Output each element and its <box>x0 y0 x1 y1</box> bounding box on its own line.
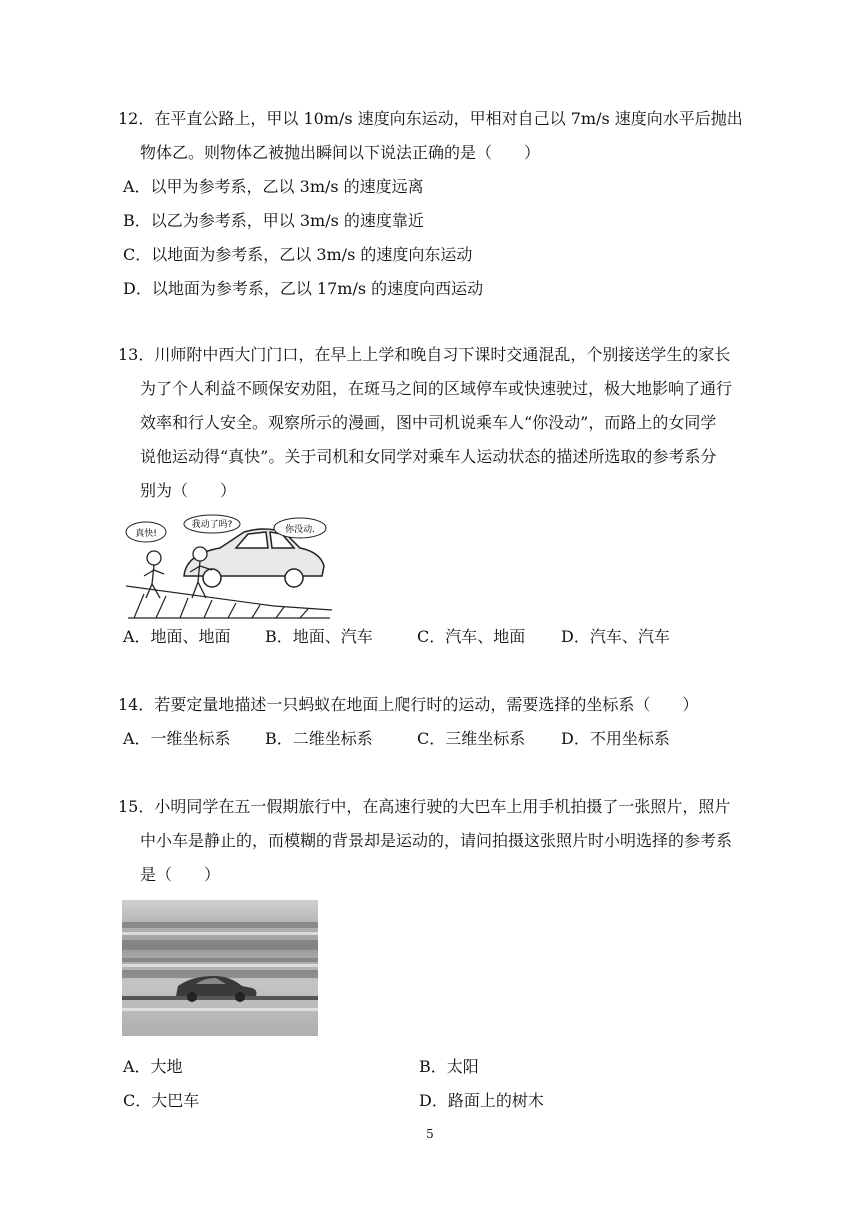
bubble-mid-text: 我动了吗? <box>191 520 233 530</box>
q15-option-d[interactable]: D．路面上的树木 <box>419 1091 544 1110</box>
q15-stem-line1: 15．小明同学在五一假期旅行中，在高速行驶的大巴车上用手机拍摄了一张照片，照片 <box>118 797 731 816</box>
q13-option-a[interactable]: A．地面、地面 <box>123 627 231 646</box>
q12-stem-line2: 物体乙。则物体乙被抛出瞬间以下说法正确的是（ ） <box>140 143 541 162</box>
q15-stem-line3: 是（ ） <box>140 865 221 884</box>
q14-option-d[interactable]: D．不用坐标系 <box>561 729 670 748</box>
q14-option-b[interactable]: B．二维坐标系 <box>265 729 373 748</box>
q13-stem-line1: 13．川师附中西大门门口，在早上上学和晚自习下课时交通混乱，个别接送学生的家长 <box>118 345 731 364</box>
q13-option-b[interactable]: B．地面、汽车 <box>265 627 373 646</box>
q13-option-d[interactable]: D．汽车、汽车 <box>561 627 670 646</box>
car-photo <box>122 900 318 1036</box>
q13-stem-line5: 别为（ ） <box>140 481 237 500</box>
bubble-left-text: 真快! <box>135 529 157 539</box>
question-13 <box>118 338 768 508</box>
q13-stem-line2: 为了个人利益不顾保安劝阻，在斑马之间的区域停车或快速驶过，极大地影响了通行 <box>140 379 733 398</box>
q12-stem-line1: 12．在平直公路上，甲以 10m/s 速度向东运动，甲相对自己以 7m/s 速度向水平后抛出 <box>118 109 743 128</box>
q15-option-a[interactable]: A．大地 <box>123 1057 183 1076</box>
cartoon-figure <box>124 514 334 620</box>
page-number: 5 <box>426 1127 434 1141</box>
q12-option-b[interactable]: B．以乙为参考系，甲以 3m/s 的速度靠近 <box>123 211 424 230</box>
question-14 <box>118 688 768 756</box>
q12-option-a[interactable]: A．以甲为参考系，乙以 3m/s 的速度远离 <box>123 177 424 196</box>
q13-stem-line4: 说他运动得“真快”。关于司机和女同学对乘车人运动状态的描述所选取的参考系分 <box>140 447 717 466</box>
q14-option-c[interactable]: C．三维坐标系 <box>417 729 526 748</box>
q14-options <box>118 722 768 756</box>
q13-options <box>118 620 773 654</box>
q15-option-c[interactable]: C．大巴车 <box>123 1091 200 1110</box>
q13-stem-line3: 效率和行人安全。观察所示的漫画，图中司机说乘车人“你没动”，而路上的女同学 <box>140 413 717 432</box>
q15-stem-line2: 中小车是静止的，而模糊的背景却是运动的，请问拍摄这张照片时小明选择的参考系 <box>140 831 733 850</box>
q14-option-a[interactable]: A．一维坐标系 <box>123 729 231 748</box>
q12-option-c[interactable]: C．以地面为参考系，乙以 3m/s 的速度向东运动 <box>123 245 473 264</box>
question-15 <box>118 790 768 892</box>
q14-stem-line1: 14．若要定量地描述一只蚂蚁在地面上爬行时的运动，需要选择的坐标系（ ） <box>118 695 699 714</box>
q15-option-b[interactable]: B．太阳 <box>419 1057 479 1076</box>
q12-option-d[interactable]: D．以地面为参考系，乙以 17m/s 的速度向西运动 <box>123 279 484 298</box>
q15-options <box>118 1050 773 1118</box>
q13-option-c[interactable]: C．汽车、地面 <box>417 627 526 646</box>
question-12 <box>118 102 768 306</box>
bubble-right-text: 你没动. <box>285 525 315 535</box>
